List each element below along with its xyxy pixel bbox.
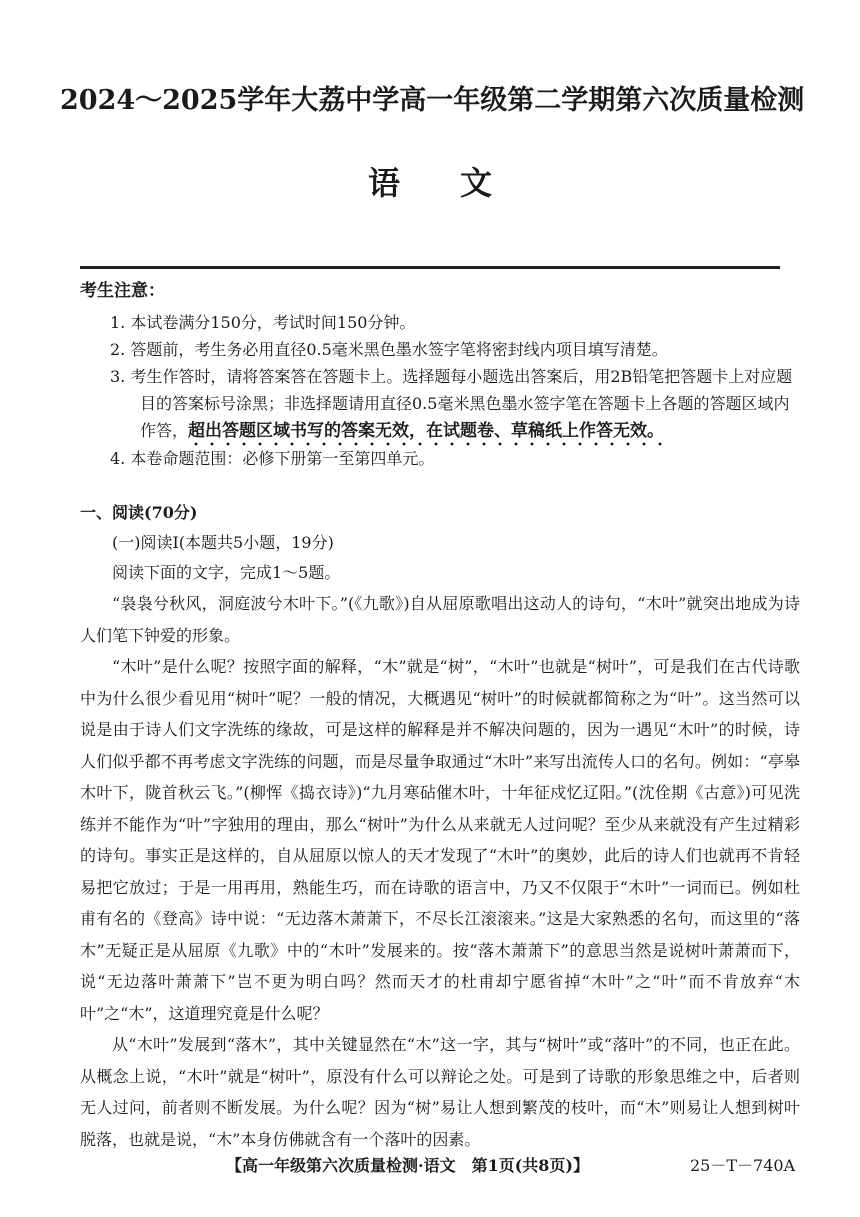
notice-item-4: 4. 本卷命题范围：必修下册第一至第四单元。 [110,449,435,468]
section-subheading: (一)阅读Ⅰ(本题共5小题，19分) [112,533,334,552]
exam-notice [80,276,800,472]
notice-title: 考生注意： [80,281,165,301]
notice-item-2: 2. 答题前，考生务必用直径0.5毫米黑色墨水签字笔将密封线内项目填写清楚。 [110,340,668,359]
page-footer: 【高一年级第六次质量检测·语文 第1页(共8页)】 [226,1156,589,1175]
notice-item-3-emphasis: 超出答题区域书写的答案无效，在试题卷、草稿纸上作答无效。 [188,421,664,447]
divider-line [80,266,780,269]
paper-code: 25－T－740A [690,1156,796,1175]
reading-section [80,498,800,1155]
notice-item-3 [110,363,800,445]
subject-title: 语文 [367,164,552,202]
passage-paragraph-1: “袅袅兮秋风，洞庭波兮木叶下。”(《九歌》)自从屈原歌唱出这动人的诗句，“木叶”就突出地成为诗人们笔下钟爱的形象。 [80,594,800,645]
section-instruction: 阅读下面的文字，完成1～5题。 [112,563,341,582]
exam-title: 2024～2025学年大荔中学高一年级第二学期第六次质量检测 [60,85,805,116]
passage-paragraph-2: “木叶”是什么呢？按照字面的解释，“木”就是“树”，“木叶”也就是“树叶”，可是我们在古代诗歌中为什么很少看见用“树叶”呢？一般的情况，大概遇见“树叶”的时候就都简称之为“叶”。这当然可以说是由于诗人们文字洗练的缘故，可是这样的解释是并不解决问题的，因为一遇见“木叶”的时候，诗人们似乎都不再考虑文字洗练的问题，而是尽量争取通过“木叶”来写出流传人口的名句。例如：“亭皋木叶下，陇首秋云飞。”(柳恽《捣衣诗》)“九月寒砧催木叶，十年征戍忆辽阳。”(沈佺期《古意》)可见洗练并不能作为“叶”字独用的理由，那么“树叶”为什么从来就无人过问呢？至少从来就没有产生过精彩的诗句。事实正是这样的，自从屈原以惊人的天才发现了“木叶”的奥妙，此后的诗人们也就再不肯轻易把它放过；于是一用再用，熟能生巧，而在诗歌的语言中，乃又不仅限于“木叶”一词而已。例如杜甫有名的《登高》诗中说：“无边落木萧萧下，不尽长江滚滚来。”这是大家熟悉的名句，而这里的“落木”无疑正是从屈原《九歌》中的“木叶”发展来的。按“落木萧萧下”的意思当然是说树叶萧萧而下，说“无边落叶萧萧下”岂不更为明白吗？然而天才的杜甫却宁愿省掉“木叶”之“叶”而不肯放弃“木叶”之“木”，这道理究竟是什么呢？ [80,657,800,1023]
passage-paragraph-3: 从“木叶”发展到“落木”，其中关键显然在“木”这一字，其与“树叶”或“落叶”的不同，也正在此。从概念上说，“木叶”就是“树叶”，原没有什么可以辩论之处。可是到了诗歌的形象思维之中，后者则无人过问，前者则不断发展。为什么呢？因为“树”易让人想到繁茂的枝叶，而“木”则易让人想到树叶脱落，也就是说，“木”本身仿佛就含有一个落叶的因素。 [80,1035,800,1149]
notice-item-1: 1. 本试卷满分150分，考试时间150分钟。 [110,313,416,332]
section-heading: 一、阅读(70分) [80,503,198,522]
notice-item-3-text: 3. 考生作答时，请将答案答在答题卡上。选择题每小题选出答案后，用2B铅笔把答题卡上对应题目的答案标号涂黑；非选择题请用直径0.5毫米黑色墨水签字笔在答题卡上各题的答题区域内作答， [110,367,793,440]
